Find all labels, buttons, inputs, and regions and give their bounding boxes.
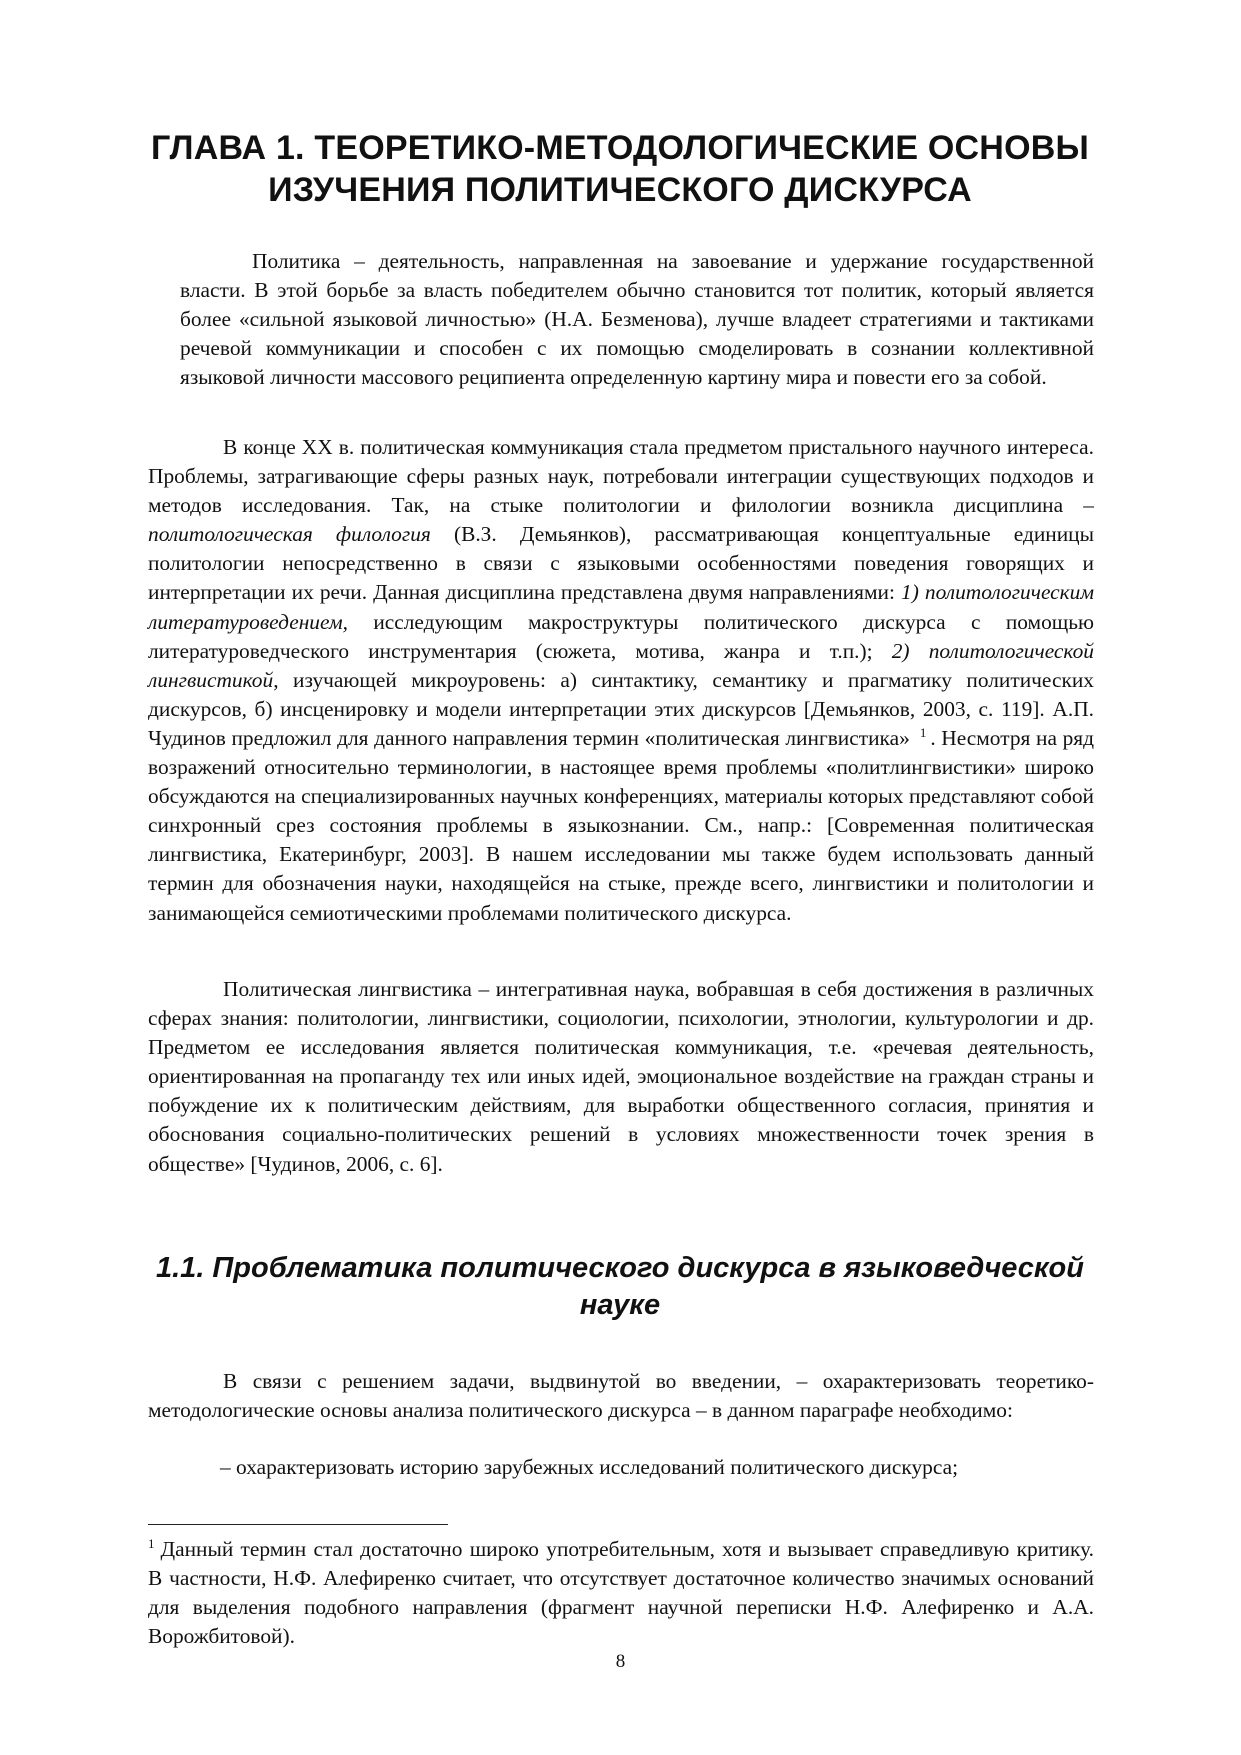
chapter-heading-line2: ИЗУЧЕНИЯ ПОЛИТИЧЕСКОГО ДИСКУРСА <box>268 171 972 209</box>
paragraph-1 <box>148 433 1094 928</box>
paragraph-1-text-c: исследующим макроструктуры политического дискурса с помощью литературоведческого инструментария (сюжета, мотива, жанра и т.п.); <box>148 609 1094 663</box>
footnote-reference[interactable]: 1 <box>919 724 927 740</box>
footnote <box>148 1535 1094 1651</box>
paragraph-1-text-e: . Несмотря на ряд возражений относительно терминологии, в настоящее время проблемы «политлингвистики» широко обсуждаются на специализированных научных конференциях, материалы которых представляют собой синхронный срез состояния проблемы в языкознании. См., напр.: [Современная политическая лингвистика, Екатеринбург, 2003]. В нашем исследовании мы также будем использовать данный термин для обозначения науки, находящейся на стыке, прежде всего, лингвистики и политологии и занимающейся семиотическими проблемами политического дискурса. <box>148 725 1094 925</box>
term-political-philology: политологическая филология <box>148 522 431 547</box>
paragraph-1-text-d: , изучающей микроуровень: а) синтактику, семантику и прагматику политических дискурсов, б) инсценировку и модели интерпретации этих дискурсов [Демьянков, 2003, с. 119]. А.П. Чудинов предложил для данного направления термин «политическая лингвистика» <box>148 667 1094 750</box>
chapter-heading <box>140 127 1100 211</box>
paragraph-2: Политическая лингвистика – интегративная наука, вобравшая в себя достижения в различных сферах знания: политологии, лингвистики, социологии, психологии, этнологии, культурологии и др. Предметом ее исследования является политическая коммуникация, т.е. «речевая деятельность, ориентированная на пропаганду тех или иных идей, эмоциональное воздействие на граждан страны и побуждение их к политическим действиям, для выработки общественного согласия, принятия и обоснования социально-политических решений в условиях множественности точек зрения в обществе» [Чудинов, 2006, с. 6]. <box>148 977 1094 1176</box>
section-heading-line2: науке <box>579 1289 661 1321</box>
paragraph-3: В связи с решением задачи, выдвинутой во введении, – охарактеризовать теоретико-методологические основы анализа политического дискурса – в данном параграфе необходимо: <box>148 1369 1094 1423</box>
list-item: – охарактеризовать историю зарубежных исследований политического дискурса; <box>220 1455 959 1479</box>
footnote-text: Данный термин стал достаточно широко употребительным, хотя и вызывает справедливую критику. В частности, Н.Ф. Алефиренко считает, что отсутствует достаточное количество значимых оснований для выделения подобного направления (фрагмент научной переписки Н.Ф. Алефиренко и А.А. Ворожбитовой). <box>148 1537 1094 1649</box>
term-political-linguistics: 2) политологической лингвистикой <box>148 638 1094 692</box>
footnote-number: 1 <box>148 1535 155 1551</box>
page-number: 8 <box>615 1651 626 1672</box>
chapter-heading-line1: ГЛАВА 1. ТЕОРЕТИКО-МЕТОДОЛОГИЧЕСКИЕ ОСНОВЫ <box>151 129 1089 167</box>
term-political-literary-studies: 1) политологическим литературоведением, <box>148 580 1095 634</box>
section-heading <box>140 1250 1100 1324</box>
footnote-separator <box>148 1524 448 1525</box>
epigraph: Политика – деятельность, направленная на завоевание и удержание государственной власти. В этой борьбе за власть победителем обычно становится тот политик, который является более «сильной языковой личностью» (Н.А. Безменова), лучше владеет стратегиями и тактиками речевой коммуникации и способен с их помощью смоделировать в сознании коллективной языковой личности массового реципиента определенную картину мира и повести его за собой. <box>180 249 1094 390</box>
paragraph-1-text-a: В конце XX в. политическая коммуникация стала предметом пристального научного интереса. Проблемы, затрагивающие сферы разных наук, потребовали интеграции существующих подходов и методов исследования. Так, на стыке политологии и филологии возникла дисциплина – <box>148 435 1094 518</box>
section-heading-line1: 1.1. Проблематика политического дискурса в языковедческой <box>156 1252 1084 1284</box>
paragraph-1-text-b: (В.З. Демьянков), рассматривающая концептуальные единицы политологии непосредственно в связи с языковыми особенностями поведения говорящих и интерпретации их речи. Данная дисциплина представлена двумя направлениями: <box>148 522 1094 605</box>
